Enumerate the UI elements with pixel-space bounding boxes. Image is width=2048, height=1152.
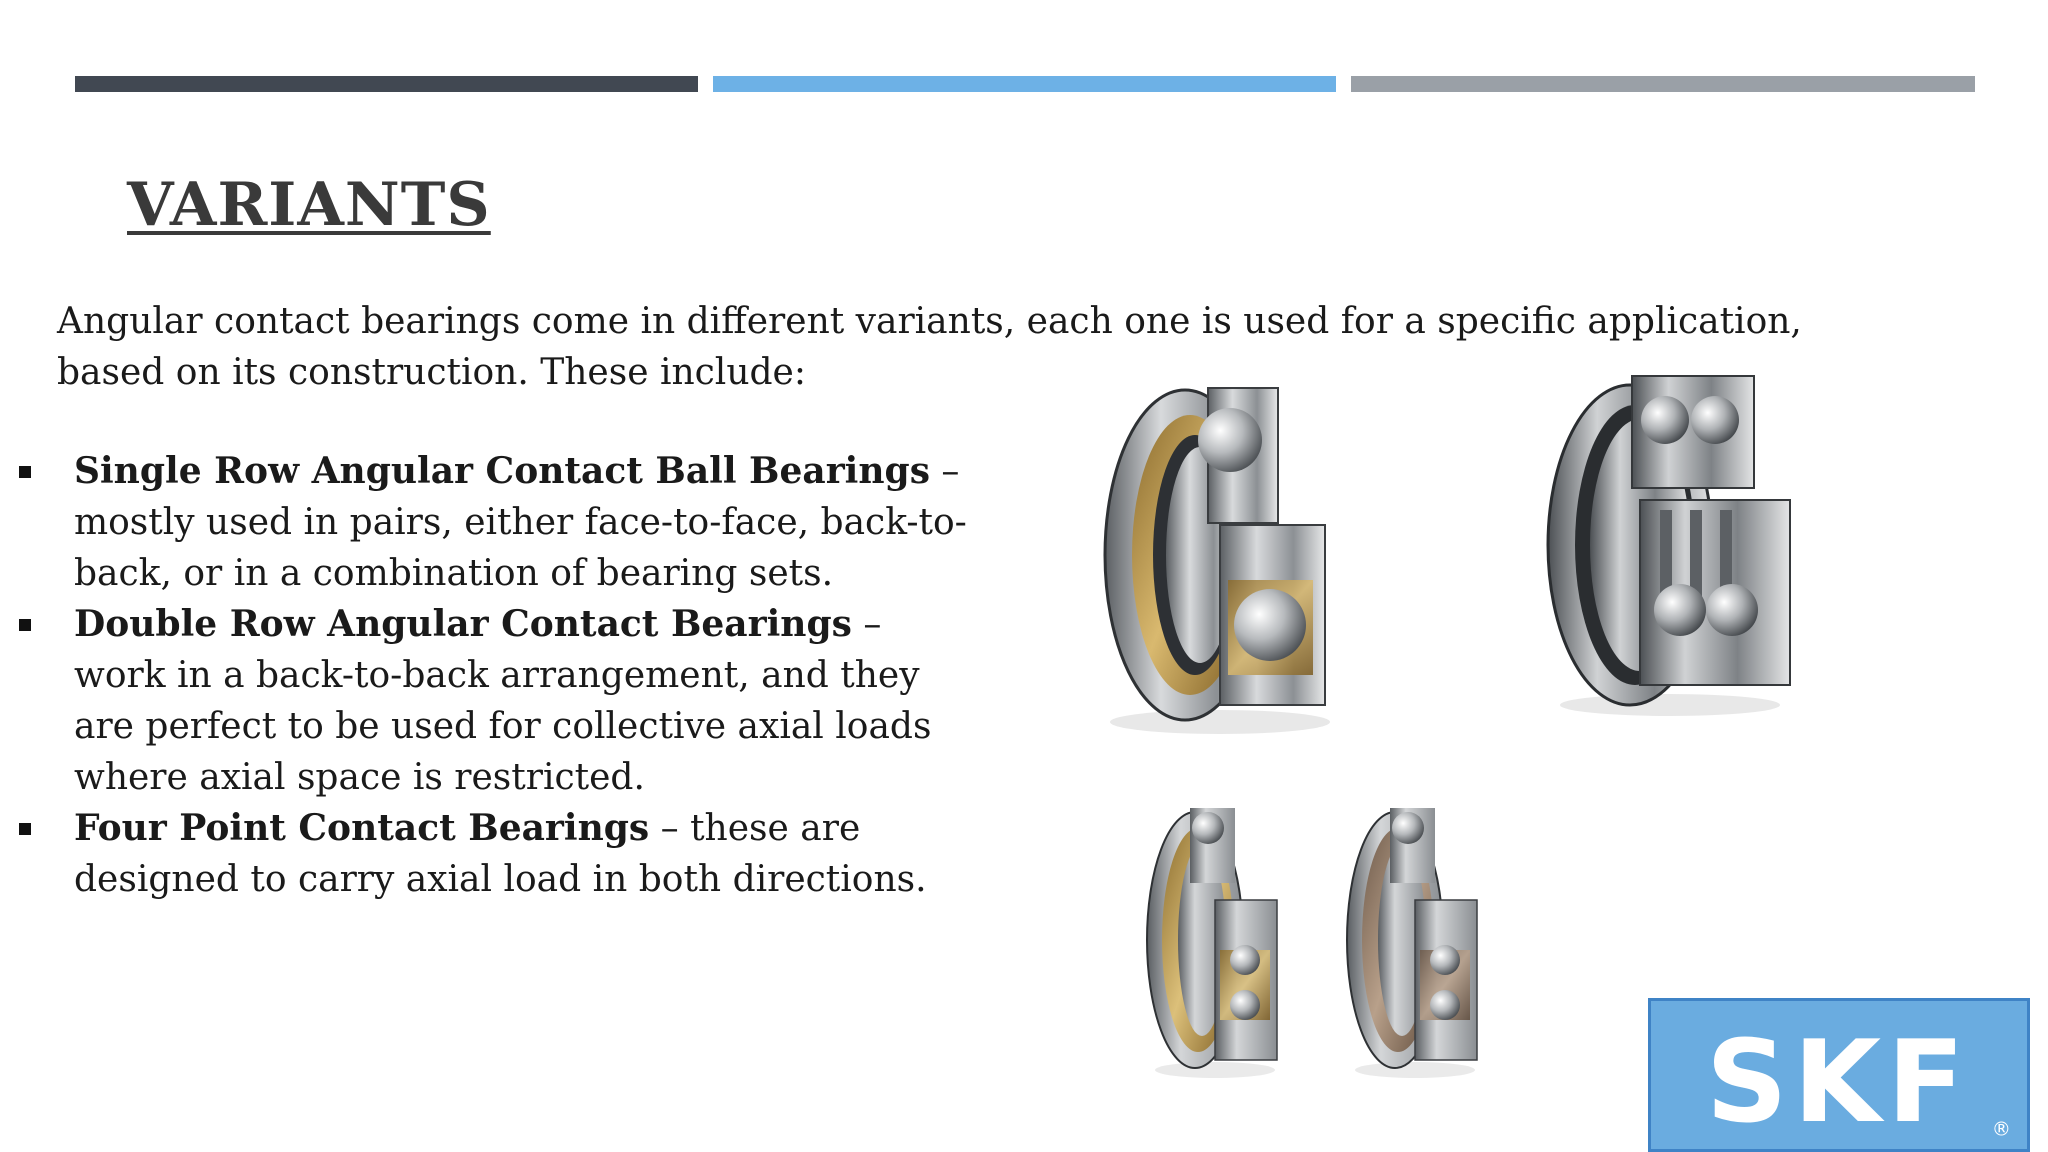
variant-description: – work in a back-to-back arrangement, and they are perfect to be used for collective axial loads where axial space is restricted. [74, 604, 932, 798]
accent-bar-gray [1351, 76, 1975, 92]
skf-logo-mark [1651, 1001, 2027, 1149]
four-point-bearing-image-brass [1140, 800, 1290, 1080]
list-item [74, 599, 974, 803]
accent-bar-dark [75, 76, 698, 92]
variant-term: Double Row Angular Contact Bearings [74, 603, 852, 645]
registered-mark: ® [1991, 1117, 2012, 1141]
variant-list [74, 446, 974, 905]
top-accent-bars [75, 76, 1975, 92]
square-bullet-icon [19, 466, 31, 478]
list-item [74, 803, 974, 905]
single-row-bearing-image [1090, 370, 1350, 740]
slide-title: VARIANTS [127, 170, 491, 240]
variant-term: Four Point Contact Bearings [74, 807, 650, 849]
accent-bar-blue [713, 76, 1336, 92]
square-bullet-icon [19, 823, 31, 835]
list-item [74, 446, 974, 599]
variant-description: – mostly used in pairs, either face-to-face, back-to-back, or in a combination of bearing sets. [74, 451, 967, 594]
variant-term: Single Row Angular Contact Ball Bearings [74, 450, 930, 492]
double-row-bearing-image [1540, 370, 1800, 720]
intro-paragraph: Angular contact bearings come in different variants, each one is used for a specific application, based on its construction. These include: [57, 301, 1802, 393]
four-point-bearing-image-bronze [1340, 800, 1490, 1080]
variant-description: – these are designed to carry axial load in both directions. [74, 808, 927, 900]
skf-logo [1648, 998, 2030, 1152]
skf-logo-text: SKF [1705, 1016, 1971, 1149]
square-bullet-icon [19, 619, 31, 631]
